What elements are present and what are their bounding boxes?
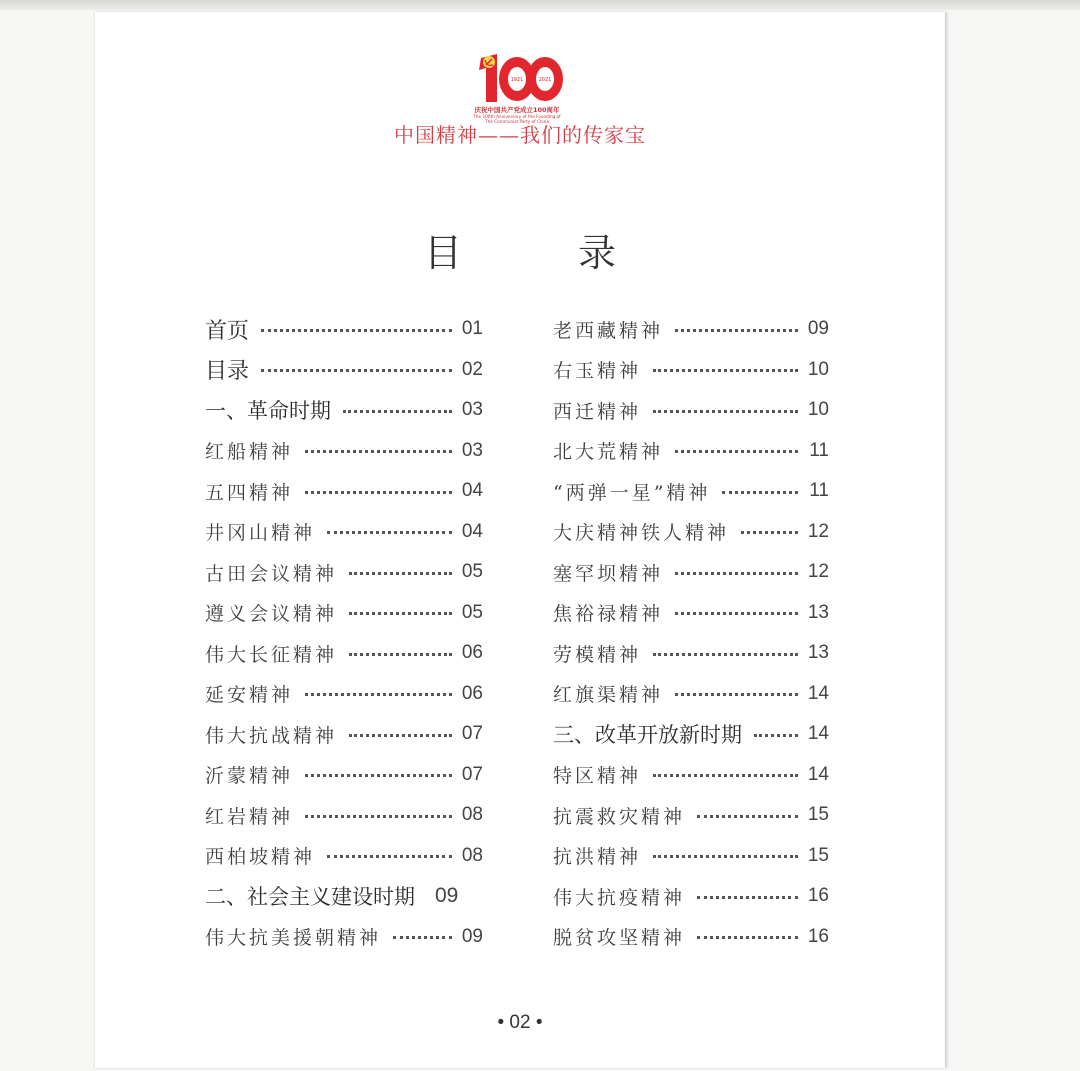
toc-leader-dots [722,491,798,494]
toc-entry-title: 沂蒙精神 [205,765,294,787]
toc-leader-dots [305,693,452,696]
toc-leader-dots [349,572,452,575]
toc-entry-title: 遵义会议精神 [205,603,338,625]
toc-leader-dots [697,896,798,899]
toc-entry[interactable] [553,798,829,832]
toc-title: 目 录 [423,231,669,275]
toc-entry[interactable] [205,677,483,711]
toc-leader-dots [697,815,798,818]
toc-entry[interactable] [553,879,829,913]
page-number: • 02 • [497,1012,543,1033]
toc-leader-dots [653,369,798,372]
toc-entry[interactable] [205,353,483,387]
toc-entry-title: 塞罕坝精神 [553,562,664,585]
toc-leader-dots [653,855,798,858]
toc-leader-dots [349,612,452,615]
toc-entry-page: 01 [461,318,483,339]
toc-entry-page: 10 [807,358,829,380]
toc-entry[interactable] [205,393,483,427]
toc-entry-page: 14 [807,682,829,704]
toc-entry[interactable] [553,839,829,873]
toc-entry-title: 焦裕禄精神 [553,603,664,625]
centenary-logo [467,50,567,130]
toc-entry-title: 古田会议精神 [205,562,338,585]
toc-entry[interactable] [205,758,483,792]
logo-caption-chinese: 庆祝中国共产党成立100周年 [474,106,560,114]
toc-entry-page: 02 [461,358,483,380]
toc-entry-page: 11 [809,439,829,461]
toc-entry[interactable] [553,636,829,670]
logo-year-left: 1921 [510,77,524,83]
toc-entry[interactable] [205,474,483,508]
toc-entry-title: 劳模精神 [553,643,642,666]
toc-entry[interactable] [553,596,829,630]
toc-leader-dots [305,450,452,453]
toc-entry-page: 06 [461,682,483,704]
toc-entry[interactable] [553,920,829,954]
centenary-100-emblem-icon [467,50,567,106]
page-slogan: 中国精神——我们的传家宝 [394,123,646,147]
toc-entry-title: 一、革命时期 [205,400,331,423]
toc-entry-page: 08 [461,804,483,825]
toc-entry[interactable] [553,515,829,549]
toc-entry[interactable] [553,758,829,792]
toc-entry[interactable] [205,717,483,751]
toc-entry[interactable] [205,798,483,832]
toc-entry-title: 伟大抗战精神 [205,724,338,747]
toc-entry[interactable] [553,312,829,346]
toc-entry-title: 北大荒精神 [553,441,664,463]
toc-entry[interactable] [553,555,829,589]
toc-entry-title: 红岩精神 [205,805,294,828]
toc-entry-title: 首页 [205,317,250,343]
toc-entry-title: 目录 [205,358,250,383]
toc-entry-title: 伟大抗疫精神 [553,886,686,909]
toc-entry[interactable] [205,839,483,873]
toc-entry-page: 11 [809,480,829,501]
toc-entry-page: 09 [435,884,459,907]
toc-entry-page: 15 [807,804,829,825]
toc-entry-title: “两弹一星”精神 [553,481,711,504]
toc-entry[interactable] [553,474,829,508]
toc-entry[interactable] [553,717,829,751]
toc-entry-page: 13 [807,642,829,663]
toc-entry-page: 03 [461,439,483,461]
toc-entry-page: 05 [461,601,483,623]
toc-entry[interactable] [205,920,483,954]
toc-entry-title: 延安精神 [205,684,294,706]
scanner-top-edge [0,0,1080,10]
toc-leader-dots [741,531,798,534]
toc-entry-page: 14 [807,763,829,785]
toc-entry-title: 红船精神 [205,441,294,463]
toc-entry[interactable] [205,312,483,346]
toc-entry[interactable] [205,555,483,589]
toc-entry[interactable] [553,677,829,711]
toc-entry-title: 脱贫攻坚精神 [553,927,686,949]
toc-entry-page: 16 [807,925,829,947]
toc-leader-dots [261,329,452,332]
toc-entry-page: 12 [807,561,829,582]
toc-leader-dots [349,653,452,656]
toc-leader-dots [653,774,798,777]
toc-entry[interactable] [553,353,829,387]
toc-entry-title: 红旗渠精神 [553,684,664,706]
toc-leader-dots [349,734,452,737]
toc-entry-page: 14 [807,723,829,744]
toc-entry-page: 12 [807,520,829,542]
toc-leader-dots [754,734,798,737]
toc-leader-dots [653,410,798,413]
toc-entry-title: 井冈山精神 [205,522,316,544]
toc-entry-title: 抗洪精神 [553,846,642,868]
toc-entry-title: 西迁精神 [553,400,642,423]
toc-entry-page: 09 [807,318,829,339]
toc-entry-page: 13 [807,601,829,623]
toc-entry[interactable] [553,434,829,468]
logo-caption-english-2: The Communist Party of China [485,119,549,124]
toc-entry-page: 09 [461,925,483,947]
toc-leader-dots [261,369,452,372]
document-page [95,12,945,1068]
toc-entry-title: 抗震救灾精神 [553,805,686,828]
toc-leader-dots [305,774,452,777]
toc-entry-title: 西柏坡精神 [205,846,316,868]
toc-leader-dots [675,450,798,453]
toc-entry-page: 05 [461,561,483,582]
toc-entry-title: 右玉精神 [553,360,642,382]
toc-leader-dots [675,572,798,575]
toc-entry-page: 16 [807,885,829,906]
toc-entry-page: 15 [807,844,829,866]
toc-entry[interactable] [205,636,483,670]
toc-leader-dots [327,855,452,858]
toc-entry[interactable] [205,434,483,468]
logo-caption-english-1: The 100th Anniversary of the Founding of [473,114,561,119]
toc-entry-page: 04 [461,520,483,542]
toc-leader-dots [675,693,798,696]
toc-leader-dots [675,612,798,615]
toc-entry-page: 10 [807,399,829,420]
toc-entry-page: 04 [461,480,483,501]
toc-leader-dots [305,815,452,818]
toc-leader-dots [675,329,798,332]
toc-entry[interactable] [205,879,483,913]
toc-leader-dots [343,410,452,413]
toc-entry[interactable] [205,515,483,549]
toc-leader-dots [327,531,452,534]
toc-entry[interactable] [205,596,483,630]
toc-entry-page: 07 [461,723,483,744]
toc-entry-page: 03 [461,399,483,420]
toc-leader-dots [305,491,452,494]
toc-entry[interactable] [553,393,829,427]
toc-entry-title: 大庆精神铁人精神 [553,522,730,544]
toc-entry-title: 三、改革开放新时期 [553,724,742,747]
toc-entry-page: 07 [461,763,483,785]
logo-year-right: 2021 [538,77,552,83]
toc-entry-page: 08 [461,844,483,866]
toc-entry-title: 伟大抗美援朝精神 [205,927,382,949]
toc-entry-title: 特区精神 [553,765,642,787]
toc-leader-dots [697,936,798,939]
toc-entry-page: 06 [461,642,483,663]
toc-entry-title: 伟大长征精神 [205,643,338,666]
toc-entry-title: 二、社会主义建设时期 [205,886,415,909]
toc-leader-dots [393,936,452,939]
toc-entry-title: 五四精神 [205,481,294,504]
page-edge-shadow [945,12,949,1068]
toc-entry-title: 老西藏精神 [553,319,664,342]
toc-leader-dots [653,653,798,656]
